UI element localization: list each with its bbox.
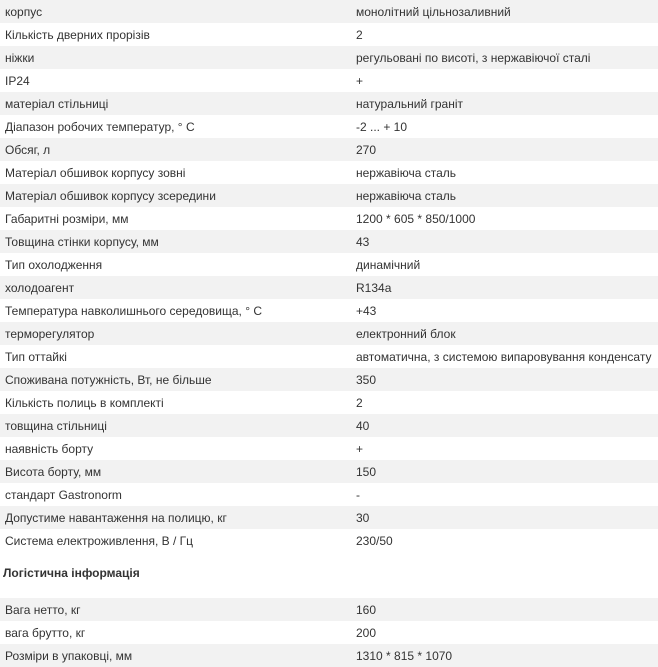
spec-name: Розміри в упаковці, мм xyxy=(0,644,350,667)
spec-value: -2 ... + 10 xyxy=(350,115,658,138)
spec-row xyxy=(0,115,658,138)
spec-name: Товщина стінки корпусу, мм xyxy=(0,230,350,253)
spec-value: натуральний граніт xyxy=(350,92,658,115)
spec-value: 270 xyxy=(350,138,658,161)
spec-value: нержавіюча сталь xyxy=(350,161,658,184)
spec-name: стандарт Gastronorm xyxy=(0,483,350,506)
spec-value: монолітний цільнозаливний xyxy=(350,0,658,23)
spec-name: холодоагент xyxy=(0,276,350,299)
spec-name: терморегулятор xyxy=(0,322,350,345)
spec-value: 1200 * 605 * 850/1000 xyxy=(350,207,658,230)
spec-value: 1310 * 815 * 1070 xyxy=(350,644,658,667)
spec-row xyxy=(0,345,658,368)
spec-name: Кількість дверних прорізів xyxy=(0,23,350,46)
spec-row xyxy=(0,0,658,23)
spec-value: +43 xyxy=(350,299,658,322)
spec-row xyxy=(0,414,658,437)
spec-row xyxy=(0,322,658,345)
spec-row xyxy=(0,368,658,391)
spec-row xyxy=(0,391,658,414)
spec-name: матеріал стільниці xyxy=(0,92,350,115)
spec-name: Допустиме навантаження на полицю, кг xyxy=(0,506,350,529)
spec-value: 150 xyxy=(350,460,658,483)
spec-row xyxy=(0,161,658,184)
spec-value: 230/50 xyxy=(350,529,658,552)
spec-value: регульовані по висоті, з нержавіючої сталі xyxy=(350,46,658,69)
spec-row xyxy=(0,460,658,483)
spec-name: Температура навколишнього середовища, ° С xyxy=(0,299,350,322)
spec-name: Діапазон робочих температур, ° С xyxy=(0,115,350,138)
spec-name: Тип охолодження xyxy=(0,253,350,276)
spec-name: Тип оттайкі xyxy=(0,345,350,368)
spec-value: 30 xyxy=(350,506,658,529)
logistics-table xyxy=(0,598,658,667)
spec-row xyxy=(0,138,658,161)
spec-name: ніжки xyxy=(0,46,350,69)
spec-value: електронний блок xyxy=(350,322,658,345)
spec-name: Габаритні розміри, мм xyxy=(0,207,350,230)
spec-name: корпус xyxy=(0,0,350,23)
spec-name: Матеріал обшивок корпусу зовні xyxy=(0,161,350,184)
spec-name: Матеріал обшивок корпусу зсередини xyxy=(0,184,350,207)
spec-name: товщина стільниці xyxy=(0,414,350,437)
spec-value: + xyxy=(350,69,658,92)
spec-name: IP24 xyxy=(0,69,350,92)
spec-name: Споживана потужність, Вт, не більше xyxy=(0,368,350,391)
spec-row xyxy=(0,644,658,667)
spec-value: 40 xyxy=(350,414,658,437)
spec-name: вага брутто, кг xyxy=(0,621,350,644)
spec-row xyxy=(0,92,658,115)
spec-row xyxy=(0,437,658,460)
spec-value: динамічний xyxy=(350,253,658,276)
spec-row xyxy=(0,69,658,92)
spec-name: Система електроживлення, В / Гц xyxy=(0,529,350,552)
spec-name: Вага нетто, кг xyxy=(0,598,350,621)
spec-row xyxy=(0,46,658,69)
spec-name: наявність борту xyxy=(0,437,350,460)
spec-value: 2 xyxy=(350,23,658,46)
spec-row xyxy=(0,23,658,46)
spec-row xyxy=(0,529,658,552)
spec-row xyxy=(0,207,658,230)
spec-value: 160 xyxy=(350,598,658,621)
spec-value: 43 xyxy=(350,230,658,253)
logistics-section-title: Логістична інформація xyxy=(3,566,140,580)
spec-value: R134a xyxy=(350,276,658,299)
spec-row xyxy=(0,184,658,207)
spec-value: 200 xyxy=(350,621,658,644)
spec-value: 2 xyxy=(350,391,658,414)
spec-row xyxy=(0,598,658,621)
spec-row xyxy=(0,621,658,644)
spec-row xyxy=(0,230,658,253)
spec-name: Кількість полиць в комплекті xyxy=(0,391,350,414)
spec-name: Обсяг, л xyxy=(0,138,350,161)
spec-value: + xyxy=(350,437,658,460)
spec-value: автоматична, з системою випаровування конденсату xyxy=(350,345,658,368)
spec-row xyxy=(0,506,658,529)
spec-row xyxy=(0,299,658,322)
spec-value: нержавіюча сталь xyxy=(350,184,658,207)
spec-name: Висота борту, мм xyxy=(0,460,350,483)
spec-row xyxy=(0,253,658,276)
spec-row xyxy=(0,276,658,299)
spec-value: 350 xyxy=(350,368,658,391)
spec-value: - xyxy=(350,483,658,506)
spec-row xyxy=(0,483,658,506)
